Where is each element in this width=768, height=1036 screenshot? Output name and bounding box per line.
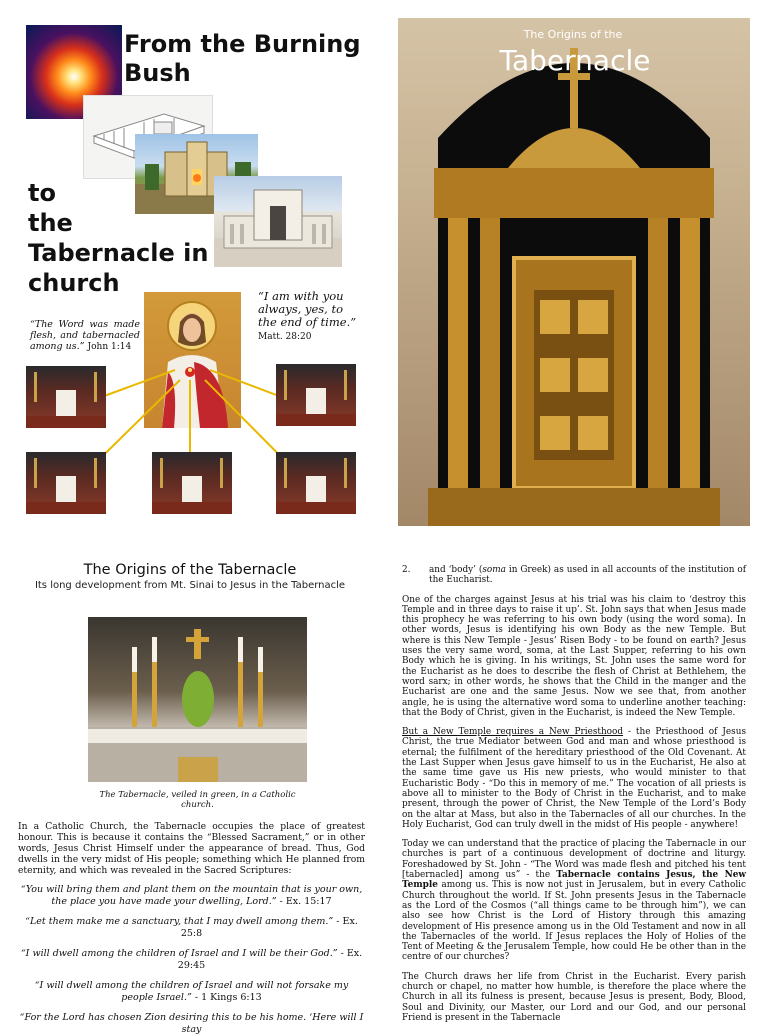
scripture-ref: - Ex. 29:45 bbox=[177, 948, 363, 971]
item-text bbox=[429, 565, 746, 586]
scripture-text: “Let them make me a sanctuary, that I may dwell among them.” bbox=[25, 916, 334, 927]
article-heading: The Origins of the Tabernacle bbox=[83, 562, 297, 578]
scripture-quote bbox=[18, 980, 365, 1004]
church-tabernacle-thumb bbox=[276, 452, 356, 514]
golden-tabernacle-photo bbox=[398, 18, 750, 526]
quote-matthew-ref: Matt. 28:20 bbox=[258, 332, 312, 342]
development-paragraph bbox=[402, 839, 746, 963]
tabernacle-caption-big: Tabernacle bbox=[499, 44, 651, 77]
church-life-paragraph: The Church draws her life from Christ in the Eucharist. Every parish church or chapel, no matter how humble, is therefore the place where the Church in all its fulness is present, because Jesus is present, Body, Blood, Soul and Divinity, our Master, our Lord and our God, and our personal Friend is present in the Tabernacle bbox=[402, 971, 746, 1023]
title-to-line: Tabernacle in bbox=[28, 239, 209, 267]
item-text-a: and ‘body’ ( bbox=[429, 565, 483, 575]
scripture-text: “I will dwell among the children of Israel and I will be their God.” bbox=[20, 948, 338, 959]
church-tabernacle-thumb bbox=[152, 452, 232, 514]
quote-john-text: “The Word was made flesh, and tabernacled among us.” bbox=[30, 319, 140, 352]
item-text-b: in Greek) as used in all accounts of the institution of the Eucharist. bbox=[429, 565, 746, 586]
intro-paragraph: In a Catholic Church, the Tabernacle occupies the place of greatest honour. This is because it contains the “Blessed Sacrament,” or in other words, Jesus Christ Himself under the appearance of bread. Thus, God dwells in the very midst of His people; something which He planned from eternity, and which was revealed in the Sacred Scriptures: bbox=[18, 821, 365, 876]
article-subheading: Its long development from Mt. Sinai to Jesus in the Tabernacle bbox=[34, 580, 346, 591]
article-body-left bbox=[18, 821, 365, 1036]
item-text-soma: soma bbox=[482, 565, 506, 575]
main-title-line2: Bush bbox=[124, 59, 191, 87]
scripture-text: “For the Lord has chosen Zion desiring this to be his home. ‘Here will I stay bbox=[19, 1012, 364, 1035]
scripture-ref: - 1 Kings 6:13 bbox=[191, 992, 262, 1003]
scripture-quote bbox=[18, 1012, 365, 1036]
quote-john-ref: John 1:14 bbox=[87, 342, 132, 352]
scripture-ref: - Ex. 25:8 bbox=[180, 916, 358, 939]
scripture-text: “I will dwell among the children of Israel and will not forsake my people Israel.” bbox=[34, 980, 349, 1003]
development-text-a: Today we can understand that the practice of placing the Tabernacle in our churches is part of a continuous development of doctrine and liturgy. Foreshadowed by St. John - “The Word was made flesh and pitched his tent [tabernacled] among us” - the bbox=[402, 839, 746, 881]
title-to-line: to bbox=[28, 179, 56, 207]
church-tabernacle-thumb bbox=[26, 452, 106, 514]
church-tabernacle-thumb bbox=[26, 366, 106, 428]
priesthood-paragraph bbox=[402, 727, 746, 830]
item-number: 2. bbox=[402, 565, 411, 575]
scripture-quote bbox=[18, 916, 365, 940]
title-to-line: the bbox=[28, 209, 73, 237]
scripture-ref: - Ex. 15:17 bbox=[276, 896, 332, 907]
tabernacle-caption-small: The Origins of the bbox=[523, 28, 623, 41]
scripture-quote bbox=[18, 884, 365, 908]
priesthood-text: - the Priesthood of Jesus Christ, the true Mediator between God and man and whose priesthood is eternal; the fulfilment of the hereditary priesthood of the Old Covenant. At the Last Supper when Jesus gave himself to us in the Eucharist, He also at the same time gave us His new priests, who would minister to that Eucharistic Body - “Do this in memory of me.” The vocation of all priests is above all to minister to the Body of Christ in the Eucharist, and to make present, through the power of Christ, the New Temple of the Lord’s Body on the altar at Mass, but also in the Tabernacles of all our churches. In the Holy Eucharist, God can truly dwell in the midst of His people - anywhere! bbox=[402, 727, 746, 830]
main-title-line1: From the Burning bbox=[124, 30, 361, 58]
church-tabernacle-photo bbox=[88, 617, 307, 782]
numbered-item bbox=[402, 565, 746, 586]
quote-matthew-text: “I am with you always, yes, to the end of time.” bbox=[258, 289, 357, 329]
development-bold: Tabernacle contains Jesus, the New Temple bbox=[402, 870, 746, 891]
development-text-b: among us. This is now not just in Jerusalem, but in every Catholic Church throughout the world. If St. John presents Jesus in the Tabernacle as the Lord of the Cosmos (“all things came to be through him”), we can also see how Christ is the Lord of History through this amazing development of His presence among us in the Old Testament and now in all the Tabernacles of the world. If Jesus replaces the Holy of Holies of the Tent of Meeting & the Jerusalem Temple, how could He be other than in the centre of our churches? bbox=[402, 880, 746, 963]
scripture-text: “You will bring them and plant them on the mountain that is your own, the place you have made your dwelling, Lord.” bbox=[20, 884, 363, 907]
temple-paragraph: One of the charges against Jesus at his trial was his claim to ‘destroy this Temple and in three days to raise it up’. St. John says that when Jesus made this prophecy he was referring to his own body (using the word soma). In other words, Jesus is identifying his own Body as the new Temple. But where is this New Temple - Jesus’ Risen Body - to be found on earth? Jesus uses the very same word, soma, at the Last Supper, referring to his own Body which he is giving. In his writings, St. John uses the same word for the Eucharist as he does to describe the flesh of Christ at Bethlehem, the word sarx; in other words, he shows that the Child in the manger and the Eucharist are one and the same Jesus. Now we see that, from another angle, he is using the alternative word soma to underline another teaching: that the Body of Christ, given in the Eucharist, is indeed the New Temple. bbox=[402, 594, 746, 718]
priesthood-lead: But a New Temple requires a New Priesthood bbox=[402, 727, 624, 738]
article-body-right bbox=[402, 565, 746, 1032]
scripture-quote bbox=[18, 948, 365, 972]
church-photo-caption: The Tabernacle, veiled in green, in a Catholic church. bbox=[99, 790, 296, 810]
connector-lines bbox=[0, 0, 400, 530]
church-tabernacle-thumb bbox=[276, 364, 356, 426]
title-to-line: church bbox=[28, 269, 120, 297]
